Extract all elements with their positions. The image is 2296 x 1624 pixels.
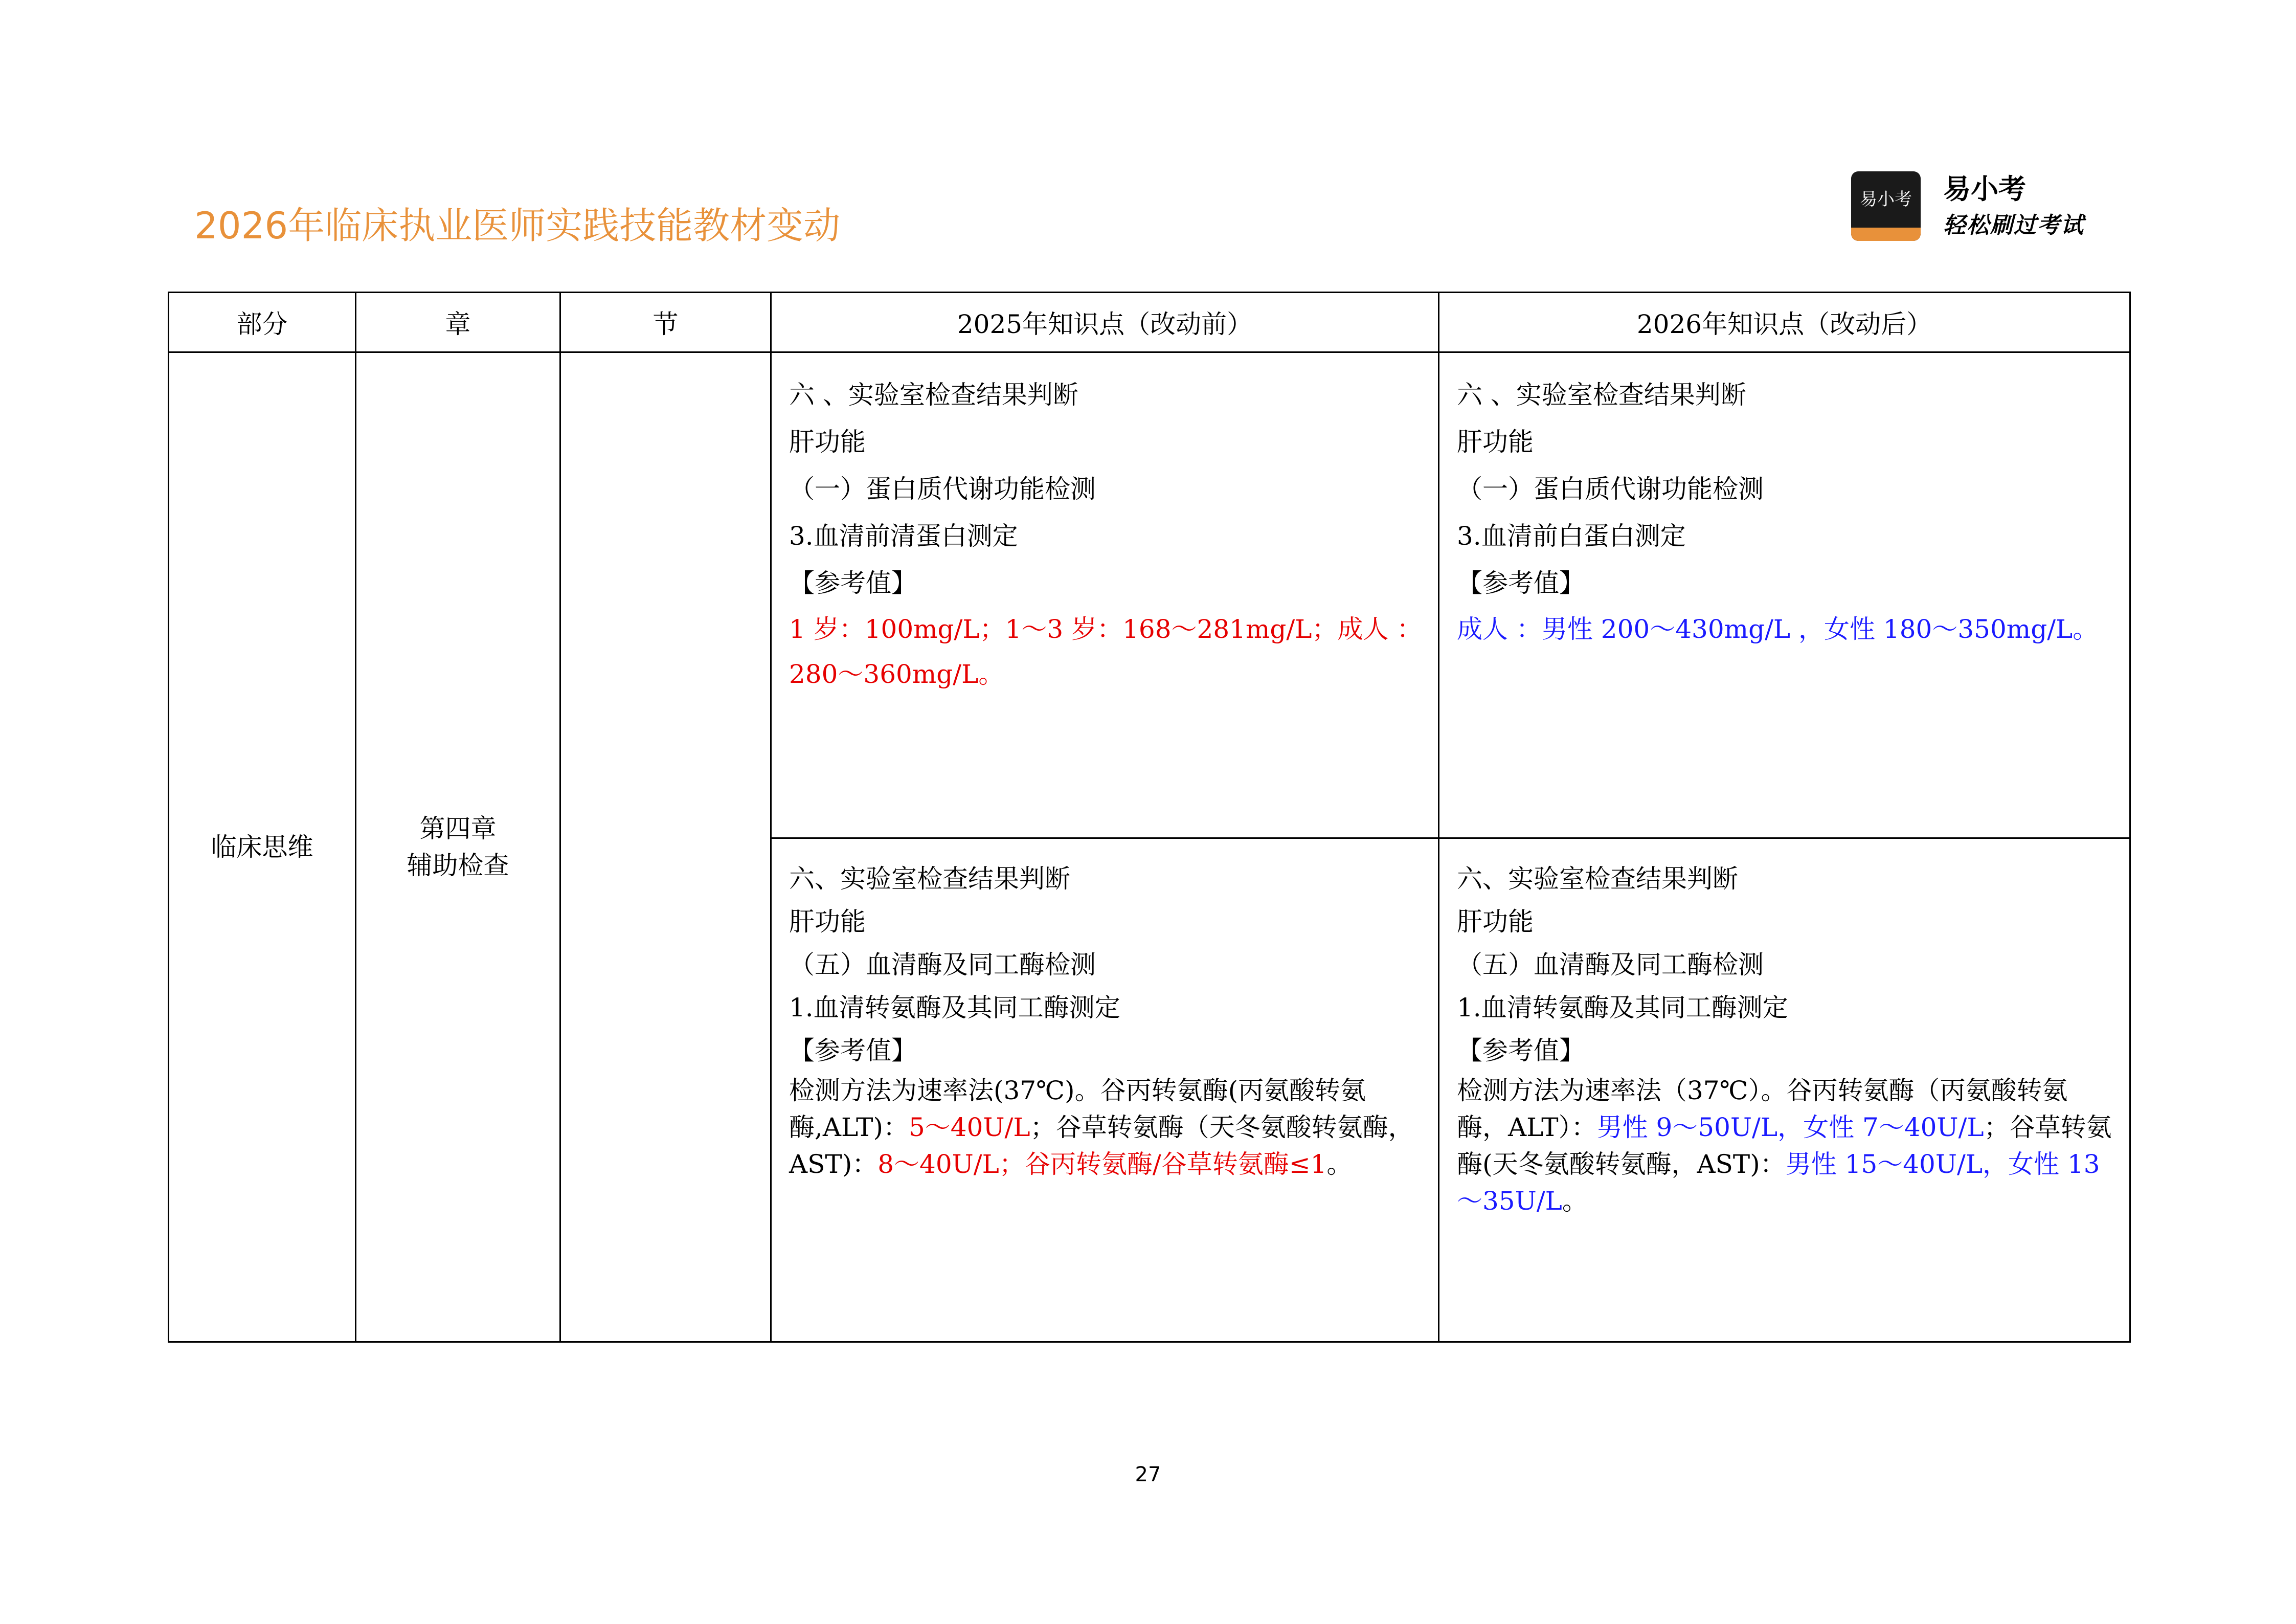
before-topic: 肝功能 <box>789 907 866 937</box>
after-method-text: 检测方法为速率法（37℃）。谷丙转氨酶（丙氨酸转氨酶，ALT）： <box>1457 1076 2068 1142</box>
brand-logo-text: 易小考 <box>1860 189 1912 210</box>
after-heading: 六 、实验室检查结果判断 <box>1457 380 1746 410</box>
after-alt-value: 男性 9～50U/L，女性 7～40U/L <box>1596 1113 1984 1142</box>
before-end-mark: 。 <box>1326 1149 1353 1179</box>
before-reference-label: 【参考值】 <box>789 1036 917 1065</box>
after-topic: 肝功能 <box>1457 427 1534 457</box>
chapter-number: 第四章 <box>419 814 497 843</box>
section-label: 临床思维 <box>211 832 313 862</box>
chapter-title: 辅助检查 <box>407 851 509 880</box>
before-subtopic: （一）蛋白质代谢功能检测 <box>789 474 1096 504</box>
after-reference-value: 成人 ：男性 200～430mg/L ，女性 180～350mg/L。 <box>1457 614 2099 644</box>
before-ratio-value: 谷丙转氨酶/谷草转氨酶≤1 <box>1024 1149 1327 1179</box>
column-header-section: 部分 <box>169 293 356 352</box>
after-cell <box>1439 838 2130 1342</box>
document-title: 2026年临床执业医师实践技能教材变动 <box>194 204 841 247</box>
before-reference-label: 【参考值】 <box>789 568 917 598</box>
before-cell <box>771 838 1439 1342</box>
before-method-text: 检测方法为速率法(37℃)。谷丙转氨酶(丙氨酸转氨酶,ALT)： <box>789 1076 1366 1142</box>
table-row <box>169 352 2130 838</box>
before-reference-paragraph <box>789 1072 1423 1183</box>
before-reference-value: 1 岁：100mg/L；1～3 岁：168～281mg/L；成人 ：280～360mg/L。 <box>789 614 1423 689</box>
before-ast-text: ；谷草转氨酶（天冬氨酸转氨酶，AST)： <box>789 1113 1414 1179</box>
before-topic: 肝功能 <box>789 427 866 457</box>
after-end-mark: 。 <box>1562 1186 1588 1216</box>
before-item: 3.血清前清蛋白测定 <box>789 521 1018 551</box>
after-item: 3.血清前白蛋白测定 <box>1457 521 1686 551</box>
after-ast-value: 男性 15～40U/L，女性 13～35U/L <box>1457 1149 2100 1216</box>
column-header-after: 2026年知识点（改动后） <box>1439 293 2130 352</box>
before-item: 1.血清转氨酶及其同工酶测定 <box>789 993 1120 1022</box>
after-cell <box>1439 352 2130 838</box>
changes-table <box>168 292 2131 1343</box>
column-header-chapter: 章 <box>356 293 560 352</box>
brand-logo <box>1851 171 1921 241</box>
column-header-node: 节 <box>560 293 771 352</box>
after-subtopic: （一）蛋白质代谢功能检测 <box>1457 474 1764 504</box>
before-alt-value: 5～40U/L <box>908 1113 1030 1142</box>
after-reference-label: 【参考值】 <box>1457 568 1585 598</box>
brand-slogan: 轻松刷过考试 <box>1943 212 2084 238</box>
after-item: 1.血清转氨酶及其同工酶测定 <box>1457 993 1788 1022</box>
before-subtopic: （五）血清酶及同工酶检测 <box>789 950 1096 980</box>
after-heading: 六、实验室检查结果判断 <box>1457 864 1738 894</box>
after-reference-label: 【参考值】 <box>1457 1036 1585 1065</box>
table-header-row <box>169 293 2130 352</box>
page-number: 27 <box>1135 1463 1161 1486</box>
after-subtopic: （五）血清酶及同工酶检测 <box>1457 950 1764 980</box>
chapter-cell <box>356 352 560 1342</box>
after-ast-text: ；谷草转氨酶(天冬氨酸转氨酶，AST)： <box>1457 1113 2112 1179</box>
before-heading: 六、实验室检查结果判断 <box>789 864 1070 894</box>
before-heading: 六 、实验室检查结果判断 <box>789 380 1078 410</box>
column-header-before: 2025年知识点（改动前） <box>771 293 1439 352</box>
before-ast-value: 8～40U/L； <box>877 1149 1025 1179</box>
brand-name: 易小考 <box>1943 173 2026 205</box>
after-reference-paragraph <box>1457 1072 2114 1219</box>
before-cell <box>771 352 1439 838</box>
section-cell <box>169 352 356 1342</box>
after-topic: 肝功能 <box>1457 907 1534 937</box>
brand-logo-accent-bar <box>1851 228 1921 241</box>
node-cell <box>560 352 771 1342</box>
